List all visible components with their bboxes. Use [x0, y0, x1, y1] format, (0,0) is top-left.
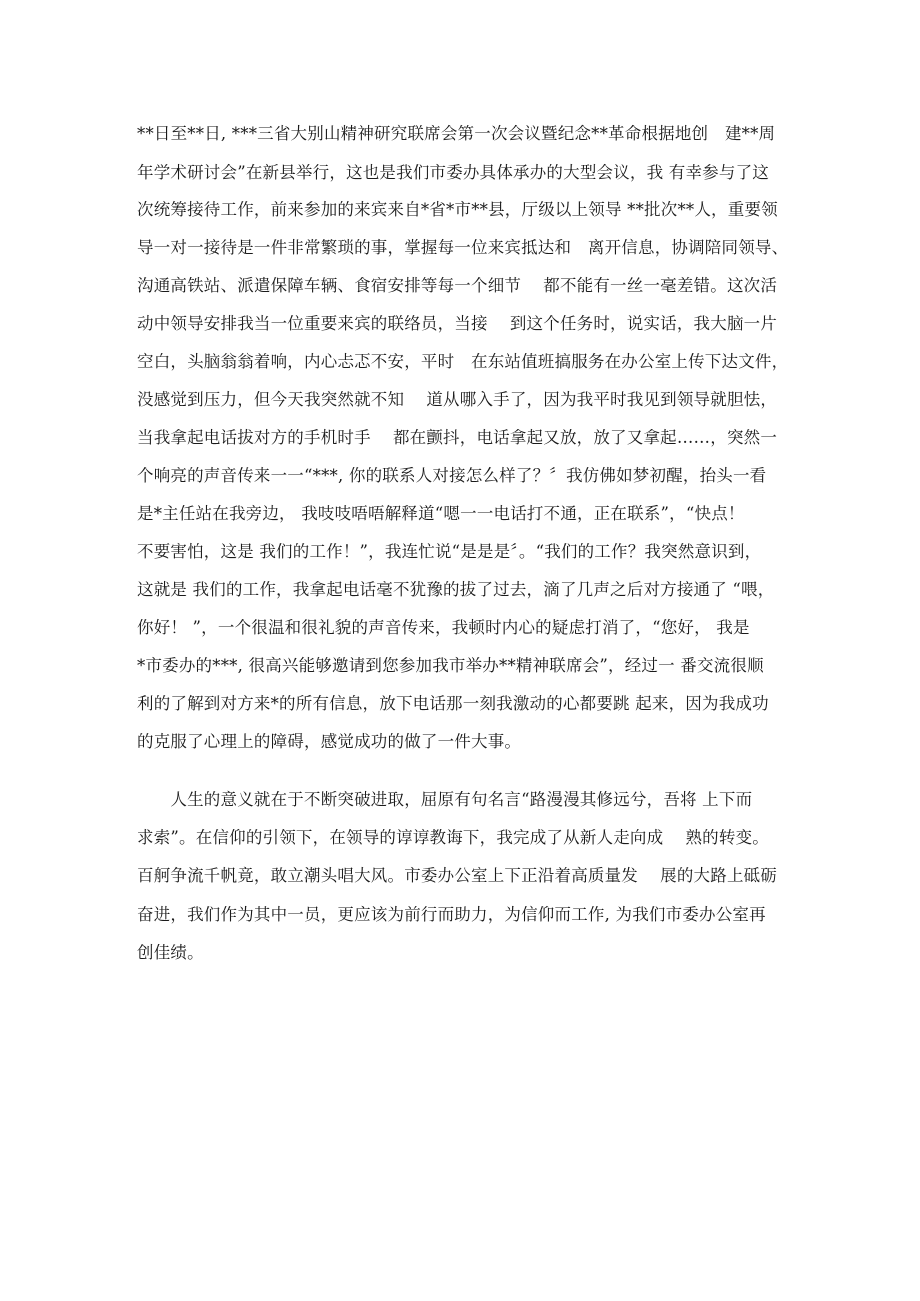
paragraph-1-line: 年学术研讨会”在新县举行，这也是我们市委办具体承办的大型会议，我 有幸参与了这: [137, 163, 769, 182]
paragraph-1-line: 利的了解到对方来*的所有信息，放下电话那一刻我激动的心都要跳 起来，因为我成功: [137, 694, 769, 713]
paragraph-1-line: 当我拿起电话拔对方的手机时手 都在颤抖，电话拿起又放，放了又拿起……，突然一: [137, 428, 778, 447]
paragraph-2-line: 创佳绩。: [137, 943, 204, 962]
paragraph-2-line: 百舸争流千帆竟，敢立潮头唱大风。市委办公室上下正沿着高质量发 展的大路上砥砺: [137, 866, 778, 885]
paragraph-2-line: 求索”。在信仰的引领下，在领导的谆谆教诲下，我完成了从新人走向成 熟的转变。: [137, 828, 769, 847]
paragraph-1-line: 个响亮的声音传来一一“***, 你的联系人对接怎么样了？〞我仿佛如梦初醒，抬头一看: [137, 466, 767, 485]
paragraph-1-line: 不要害怕，这是 我们的工作！”，我连忙说“是是是〞。“我们的工作？我突然意识到，: [137, 542, 762, 561]
paragraph-1-line: **日至**日, ***三省大别山精神研究联席会第一次会议暨纪念**革命根据地创 建**周: [137, 124, 776, 143]
paragraph-1-line: 没感觉到压力，但今天我突然就不知 道从哪入手了，因为我平时我见到领导就胆怯，: [137, 390, 778, 409]
paragraph-2-line: 人生的意义就在于不断突破进取，屈原有句名言“路漫漫其修远兮，吾将 上下而: [137, 790, 753, 809]
paragraph-1-line: 沟通高铁站、派遣保障车辆、食宿安排等每一个细节 都不能有一丝一毫差错。这次活: [137, 276, 778, 295]
paragraph-1-line: 这就是 我们的工作，我拿起电话毫不犹豫的拔了过去，滴了几声之后对方接通了 “喂，: [137, 580, 775, 599]
paragraph-1-line: 是*主任站在我旁边， 我吱吱唔唔解释道“嗯一一电话打不通，正在联系”，“快点！: [137, 504, 745, 523]
paragraph-1-line: 的克服了心理上的障碍，感觉成功的做了一件大事。: [137, 732, 522, 751]
paragraph-1-line: 导一对一接待是一件非常繁琐的事，掌握每一位来宾抵达和 离开信息，协调陪同领导、: [137, 238, 789, 257]
paragraph-1-line: 空白，头脑翁翁着响，内心忐忑不安，平时 在东站值班搞服务在办公室上传下达文件，: [137, 352, 789, 371]
paragraph-1-line: 次统筹接待工作，前来参加的来宾来自*省*市**县，厅级以上领导 **批次**人，重要领: [137, 200, 778, 219]
paragraph-1-line: 你好！ ”，一个很温和很礼貌的声音传来，我顿时内心的疑虑打消了，“您好， 我是: [137, 618, 750, 637]
paragraph-2-line: 奋进，我们作为其中一员，更应该为前行而助力，为信仰而工作, 为我们市委办公室再: [137, 905, 766, 924]
paragraph-1-line: 动中领导安排我当一位重要来宾的联络员，当接 到这个任务时，说实话，我大脑一片: [137, 314, 778, 333]
paragraph-1-line: *市委办的***, 很高兴能够邀请到您参加我市举办**精神联席会”，经过一 番交流很顺: [137, 656, 764, 675]
